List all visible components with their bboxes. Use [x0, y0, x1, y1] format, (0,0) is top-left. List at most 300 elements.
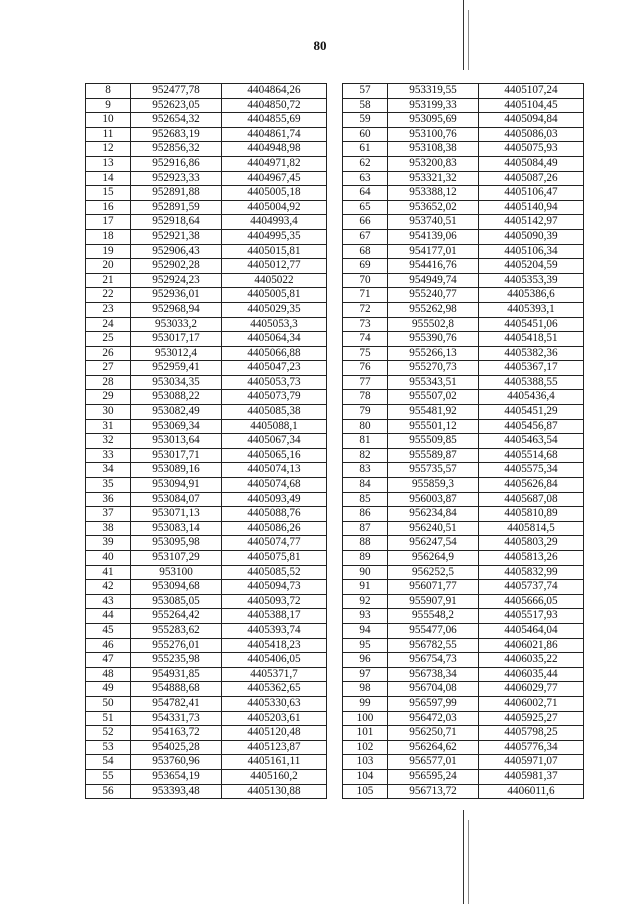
- y-coordinate-cell: 4405142,97: [479, 215, 584, 230]
- y-coordinate-cell: 4405093,72: [222, 594, 327, 609]
- table-row: [343, 375, 584, 390]
- table-row: [343, 580, 584, 595]
- x-coordinate-cell: 956252,5: [388, 565, 479, 580]
- table-row: [343, 696, 584, 711]
- table-row: [86, 507, 327, 522]
- scan-edge-line-bottom: [463, 810, 464, 904]
- y-coordinate-cell: 4405075,93: [479, 142, 584, 157]
- point-number-cell: 13: [86, 156, 131, 171]
- y-coordinate-cell: 4405451,29: [479, 405, 584, 420]
- table-row: [343, 769, 584, 784]
- point-number-cell: 40: [86, 551, 131, 566]
- y-coordinate-cell: 4405517,93: [479, 609, 584, 624]
- x-coordinate-cell: 956597,99: [388, 696, 479, 711]
- point-number-cell: 84: [343, 478, 388, 493]
- point-number-cell: 92: [343, 594, 388, 609]
- table-row: [86, 375, 327, 390]
- point-number-cell: 102: [343, 740, 388, 755]
- point-number-cell: 63: [343, 171, 388, 186]
- x-coordinate-cell: 954025,28: [131, 740, 222, 755]
- x-coordinate-cell: 952891,59: [131, 200, 222, 215]
- point-number-cell: 74: [343, 332, 388, 347]
- y-coordinate-cell: 4405353,39: [479, 273, 584, 288]
- table-row: [86, 390, 327, 405]
- point-number-cell: 83: [343, 463, 388, 478]
- table-row: [343, 726, 584, 741]
- point-number-cell: 52: [86, 726, 131, 741]
- y-coordinate-cell: 4405203,61: [222, 711, 327, 726]
- y-coordinate-cell: 4405393,74: [222, 623, 327, 638]
- x-coordinate-cell: 952477,78: [131, 84, 222, 99]
- y-coordinate-cell: 4405094,84: [479, 113, 584, 128]
- x-coordinate-cell: 953095,98: [131, 536, 222, 551]
- point-number-cell: 50: [86, 696, 131, 711]
- point-number-cell: 60: [343, 127, 388, 142]
- table-row: [86, 288, 327, 303]
- table-row: [86, 565, 327, 580]
- x-coordinate-cell: 956264,9: [388, 551, 479, 566]
- point-number-cell: 49: [86, 682, 131, 697]
- point-number-cell: 48: [86, 667, 131, 682]
- x-coordinate-cell: 955481,92: [388, 405, 479, 420]
- table-row: [343, 332, 584, 347]
- y-coordinate-cell: 4405123,87: [222, 740, 327, 755]
- point-number-cell: 100: [343, 711, 388, 726]
- point-number-cell: 96: [343, 653, 388, 668]
- table-row: [343, 302, 584, 317]
- x-coordinate-cell: 953321,32: [388, 171, 479, 186]
- y-coordinate-cell: 4405813,26: [479, 551, 584, 566]
- y-coordinate-cell: 4405140,94: [479, 200, 584, 215]
- table-row: [86, 667, 327, 682]
- y-coordinate-cell: 4404995,35: [222, 229, 327, 244]
- table-row: [86, 332, 327, 347]
- point-number-cell: 28: [86, 375, 131, 390]
- point-number-cell: 88: [343, 536, 388, 551]
- point-number-cell: 43: [86, 594, 131, 609]
- y-coordinate-cell: 4405093,49: [222, 492, 327, 507]
- x-coordinate-cell: 953071,13: [131, 507, 222, 522]
- x-coordinate-cell: 953013,64: [131, 434, 222, 449]
- point-number-cell: 91: [343, 580, 388, 595]
- coordinates-table-right: [342, 83, 584, 799]
- point-number-cell: 20: [86, 259, 131, 274]
- x-coordinate-cell: 953094,91: [131, 478, 222, 493]
- y-coordinate-cell: 4406029,77: [479, 682, 584, 697]
- point-number-cell: 68: [343, 244, 388, 259]
- point-number-cell: 34: [86, 463, 131, 478]
- x-coordinate-cell: 953069,34: [131, 419, 222, 434]
- x-coordinate-cell: 952936,01: [131, 288, 222, 303]
- y-coordinate-cell: 4404993,4: [222, 215, 327, 230]
- point-number-cell: 10: [86, 113, 131, 128]
- x-coordinate-cell: 953094,68: [131, 580, 222, 595]
- table-row: [343, 492, 584, 507]
- point-number-cell: 76: [343, 361, 388, 376]
- table-row: [343, 317, 584, 332]
- y-coordinate-cell: 4405004,92: [222, 200, 327, 215]
- y-coordinate-cell: 4405073,79: [222, 390, 327, 405]
- point-number-cell: 95: [343, 638, 388, 653]
- table-row: [86, 463, 327, 478]
- point-number-cell: 14: [86, 171, 131, 186]
- y-coordinate-cell: 4405514,68: [479, 448, 584, 463]
- x-coordinate-cell: 956782,55: [388, 638, 479, 653]
- x-coordinate-cell: 952921,38: [131, 229, 222, 244]
- point-number-cell: 89: [343, 551, 388, 566]
- x-coordinate-cell: 956713,72: [388, 784, 479, 799]
- y-coordinate-cell: 4405012,77: [222, 259, 327, 274]
- x-coordinate-cell: 956754,73: [388, 653, 479, 668]
- y-coordinate-cell: 4405388,17: [222, 609, 327, 624]
- y-coordinate-cell: 4405204,59: [479, 259, 584, 274]
- table-row: [86, 711, 327, 726]
- point-number-cell: 90: [343, 565, 388, 580]
- y-coordinate-cell: 4406021,86: [479, 638, 584, 653]
- y-coordinate-cell: 4405803,29: [479, 536, 584, 551]
- table-row: [86, 682, 327, 697]
- y-coordinate-cell: 4405161,11: [222, 755, 327, 770]
- point-number-cell: 22: [86, 288, 131, 303]
- x-coordinate-cell: 956704,08: [388, 682, 479, 697]
- point-number-cell: 42: [86, 580, 131, 595]
- y-coordinate-cell: 4405029,35: [222, 302, 327, 317]
- y-coordinate-cell: 4406011,6: [479, 784, 584, 799]
- y-coordinate-cell: 4405005,18: [222, 186, 327, 201]
- x-coordinate-cell: 956234,84: [388, 507, 479, 522]
- y-coordinate-cell: 4405104,45: [479, 98, 584, 113]
- point-number-cell: 41: [86, 565, 131, 580]
- x-coordinate-cell: 953082,49: [131, 405, 222, 420]
- x-coordinate-cell: 954139,06: [388, 229, 479, 244]
- table-row: [86, 229, 327, 244]
- table-row: [86, 113, 327, 128]
- table-row: [343, 127, 584, 142]
- point-number-cell: 72: [343, 302, 388, 317]
- table-row: [343, 229, 584, 244]
- y-coordinate-cell: 4404971,82: [222, 156, 327, 171]
- coordinates-table-left: [85, 83, 327, 799]
- y-coordinate-cell: 4405832,99: [479, 565, 584, 580]
- point-number-cell: 35: [86, 478, 131, 493]
- table-row: [343, 784, 584, 799]
- point-number-cell: 93: [343, 609, 388, 624]
- point-number-cell: 61: [343, 142, 388, 157]
- y-coordinate-cell: 4406002,71: [479, 696, 584, 711]
- table-row: [343, 98, 584, 113]
- point-number-cell: 99: [343, 696, 388, 711]
- x-coordinate-cell: 953100,76: [388, 127, 479, 142]
- table-row: [86, 434, 327, 449]
- y-coordinate-cell: 4405106,47: [479, 186, 584, 201]
- point-number-cell: 26: [86, 346, 131, 361]
- point-number-cell: 45: [86, 623, 131, 638]
- x-coordinate-cell: 953388,12: [388, 186, 479, 201]
- point-number-cell: 62: [343, 156, 388, 171]
- y-coordinate-cell: 4405066,88: [222, 346, 327, 361]
- y-coordinate-cell: 4405362,65: [222, 682, 327, 697]
- table-row: [343, 113, 584, 128]
- point-number-cell: 33: [86, 448, 131, 463]
- point-number-cell: 85: [343, 492, 388, 507]
- page-number: 80: [313, 38, 327, 53]
- y-coordinate-cell: 4406035,22: [479, 653, 584, 668]
- x-coordinate-cell: 956577,01: [388, 755, 479, 770]
- table-row: [86, 361, 327, 376]
- x-coordinate-cell: 954331,73: [131, 711, 222, 726]
- x-coordinate-cell: 952959,41: [131, 361, 222, 376]
- point-number-cell: 79: [343, 405, 388, 420]
- table-row: [86, 551, 327, 566]
- table-row: [343, 156, 584, 171]
- table-row: [343, 478, 584, 493]
- y-coordinate-cell: 4405386,6: [479, 288, 584, 303]
- table-row: [343, 390, 584, 405]
- point-number-cell: 23: [86, 302, 131, 317]
- point-number-cell: 82: [343, 448, 388, 463]
- table-row: [86, 317, 327, 332]
- y-coordinate-cell: 4405371,7: [222, 667, 327, 682]
- y-coordinate-cell: 4405330,63: [222, 696, 327, 711]
- point-number-cell: 80: [343, 419, 388, 434]
- x-coordinate-cell: 952902,28: [131, 259, 222, 274]
- point-number-cell: 25: [86, 332, 131, 347]
- y-coordinate-cell: 4405393,1: [479, 302, 584, 317]
- point-number-cell: 18: [86, 229, 131, 244]
- x-coordinate-cell: 953740,51: [388, 215, 479, 230]
- y-coordinate-cell: 4405015,81: [222, 244, 327, 259]
- point-number-cell: 73: [343, 317, 388, 332]
- y-coordinate-cell: 4406035,44: [479, 667, 584, 682]
- point-number-cell: 32: [86, 434, 131, 449]
- point-number-cell: 67: [343, 229, 388, 244]
- table-row: [86, 726, 327, 741]
- coordinates-table-left-body: [86, 84, 327, 799]
- point-number-cell: 53: [86, 740, 131, 755]
- table-row: [343, 653, 584, 668]
- x-coordinate-cell: 952916,86: [131, 156, 222, 171]
- x-coordinate-cell: 956240,51: [388, 521, 479, 536]
- table-row: [86, 536, 327, 551]
- y-coordinate-cell: 4405971,07: [479, 755, 584, 770]
- y-coordinate-cell: 4405575,34: [479, 463, 584, 478]
- table-row: [86, 200, 327, 215]
- x-coordinate-cell: 953108,38: [388, 142, 479, 157]
- x-coordinate-cell: 955907,91: [388, 594, 479, 609]
- scan-edge-line-bottom-2: [468, 820, 469, 904]
- table-row: [86, 127, 327, 142]
- table-row: [343, 551, 584, 566]
- x-coordinate-cell: 955502,8: [388, 317, 479, 332]
- y-coordinate-cell: 4405451,06: [479, 317, 584, 332]
- table-row: [86, 580, 327, 595]
- point-number-cell: 51: [86, 711, 131, 726]
- x-coordinate-cell: 953107,29: [131, 551, 222, 566]
- scan-edge-line-top: [463, 0, 464, 70]
- y-coordinate-cell: 4405090,39: [479, 229, 584, 244]
- point-number-cell: 56: [86, 784, 131, 799]
- y-coordinate-cell: 4405085,52: [222, 565, 327, 580]
- table-row: [343, 288, 584, 303]
- point-number-cell: 75: [343, 346, 388, 361]
- x-coordinate-cell: 956264,62: [388, 740, 479, 755]
- table-row: [86, 521, 327, 536]
- x-coordinate-cell: 955390,76: [388, 332, 479, 347]
- y-coordinate-cell: 4404967,45: [222, 171, 327, 186]
- y-coordinate-cell: 4405086,26: [222, 521, 327, 536]
- x-coordinate-cell: 956472,03: [388, 711, 479, 726]
- y-coordinate-cell: 4405737,74: [479, 580, 584, 595]
- x-coordinate-cell: 953084,07: [131, 492, 222, 507]
- y-coordinate-cell: 4405687,08: [479, 492, 584, 507]
- table-row: [343, 609, 584, 624]
- x-coordinate-cell: 955276,01: [131, 638, 222, 653]
- table-row: [343, 667, 584, 682]
- table-row: [343, 405, 584, 420]
- table-row: [86, 171, 327, 186]
- x-coordinate-cell: 953199,33: [388, 98, 479, 113]
- table-row: [343, 259, 584, 274]
- table-row: [86, 478, 327, 493]
- point-number-cell: 24: [86, 317, 131, 332]
- y-coordinate-cell: 4405120,48: [222, 726, 327, 741]
- table-row: [343, 448, 584, 463]
- x-coordinate-cell: 952923,33: [131, 171, 222, 186]
- y-coordinate-cell: 4405053,73: [222, 375, 327, 390]
- point-number-cell: 104: [343, 769, 388, 784]
- scan-edge-line-top-2: [468, 10, 469, 70]
- x-coordinate-cell: 952918,64: [131, 215, 222, 230]
- x-coordinate-cell: 953017,17: [131, 332, 222, 347]
- y-coordinate-cell: 4405085,38: [222, 405, 327, 420]
- x-coordinate-cell: 953100: [131, 565, 222, 580]
- y-coordinate-cell: 4404850,72: [222, 98, 327, 113]
- y-coordinate-cell: 4405106,34: [479, 244, 584, 259]
- table-row: [343, 740, 584, 755]
- y-coordinate-cell: 4405107,24: [479, 84, 584, 99]
- x-coordinate-cell: 954782,41: [131, 696, 222, 711]
- table-row: [86, 784, 327, 799]
- y-coordinate-cell: 4405084,49: [479, 156, 584, 171]
- y-coordinate-cell: 4404855,69: [222, 113, 327, 128]
- y-coordinate-cell: 4405418,23: [222, 638, 327, 653]
- x-coordinate-cell: 954163,72: [131, 726, 222, 741]
- point-number-cell: 65: [343, 200, 388, 215]
- x-coordinate-cell: 956071,77: [388, 580, 479, 595]
- point-number-cell: 71: [343, 288, 388, 303]
- y-coordinate-cell: 4405053,3: [222, 317, 327, 332]
- x-coordinate-cell: 953200,83: [388, 156, 479, 171]
- x-coordinate-cell: 954888,68: [131, 682, 222, 697]
- table-row: [343, 244, 584, 259]
- x-coordinate-cell: 953085,05: [131, 594, 222, 609]
- point-number-cell: 57: [343, 84, 388, 99]
- table-row: [86, 156, 327, 171]
- y-coordinate-cell: 4405074,13: [222, 463, 327, 478]
- y-coordinate-cell: 4405925,27: [479, 711, 584, 726]
- table-row: [343, 419, 584, 434]
- point-number-cell: 64: [343, 186, 388, 201]
- table-row: [343, 171, 584, 186]
- table-row: [343, 346, 584, 361]
- point-number-cell: 44: [86, 609, 131, 624]
- y-coordinate-cell: 4405626,84: [479, 478, 584, 493]
- x-coordinate-cell: 955235,98: [131, 653, 222, 668]
- table-row: [86, 696, 327, 711]
- y-coordinate-cell: 4405094,73: [222, 580, 327, 595]
- x-coordinate-cell: 956247,54: [388, 536, 479, 551]
- y-coordinate-cell: 4405160,2: [222, 769, 327, 784]
- x-coordinate-cell: 954177,01: [388, 244, 479, 259]
- x-coordinate-cell: 955859,3: [388, 478, 479, 493]
- table-row: [86, 638, 327, 653]
- table-row: [86, 302, 327, 317]
- table-row: [343, 507, 584, 522]
- point-number-cell: 101: [343, 726, 388, 741]
- y-coordinate-cell: 4405463,54: [479, 434, 584, 449]
- point-number-cell: 87: [343, 521, 388, 536]
- x-coordinate-cell: 952906,43: [131, 244, 222, 259]
- point-number-cell: 97: [343, 667, 388, 682]
- point-number-cell: 19: [86, 244, 131, 259]
- table-row: [343, 215, 584, 230]
- table-row: [86, 492, 327, 507]
- y-coordinate-cell: 4405666,05: [479, 594, 584, 609]
- y-coordinate-cell: 4405814,5: [479, 521, 584, 536]
- point-number-cell: 58: [343, 98, 388, 113]
- y-coordinate-cell: 4405005,81: [222, 288, 327, 303]
- y-coordinate-cell: 4405074,77: [222, 536, 327, 551]
- table-row: [343, 273, 584, 288]
- point-number-cell: 38: [86, 521, 131, 536]
- point-number-cell: 94: [343, 623, 388, 638]
- y-coordinate-cell: 4405088,1: [222, 419, 327, 434]
- table-row: [86, 740, 327, 755]
- y-coordinate-cell: 4405064,34: [222, 332, 327, 347]
- point-number-cell: 69: [343, 259, 388, 274]
- x-coordinate-cell: 953034,35: [131, 375, 222, 390]
- x-coordinate-cell: 955589,87: [388, 448, 479, 463]
- table-row: [343, 84, 584, 99]
- table-row: [343, 463, 584, 478]
- point-number-cell: 8: [86, 84, 131, 99]
- x-coordinate-cell: 953095,69: [388, 113, 479, 128]
- x-coordinate-cell: 955343,51: [388, 375, 479, 390]
- table-row: [86, 142, 327, 157]
- y-coordinate-cell: 4404864,26: [222, 84, 327, 99]
- x-coordinate-cell: 955735,57: [388, 463, 479, 478]
- table-row: [343, 434, 584, 449]
- y-coordinate-cell: 4405074,68: [222, 478, 327, 493]
- y-coordinate-cell: 4405382,36: [479, 346, 584, 361]
- table-row: [343, 142, 584, 157]
- x-coordinate-cell: 954416,76: [388, 259, 479, 274]
- table-row: [86, 259, 327, 274]
- y-coordinate-cell: 4405047,23: [222, 361, 327, 376]
- x-coordinate-cell: 952924,23: [131, 273, 222, 288]
- table-row: [86, 448, 327, 463]
- x-coordinate-cell: 952683,19: [131, 127, 222, 142]
- point-number-cell: 27: [86, 361, 131, 376]
- point-number-cell: 70: [343, 273, 388, 288]
- table-row: [343, 623, 584, 638]
- table-row: [86, 346, 327, 361]
- y-coordinate-cell: 4405406,05: [222, 653, 327, 668]
- y-coordinate-cell: 4405086,03: [479, 127, 584, 142]
- table-row: [86, 84, 327, 99]
- x-coordinate-cell: 955477,06: [388, 623, 479, 638]
- point-number-cell: 17: [86, 215, 131, 230]
